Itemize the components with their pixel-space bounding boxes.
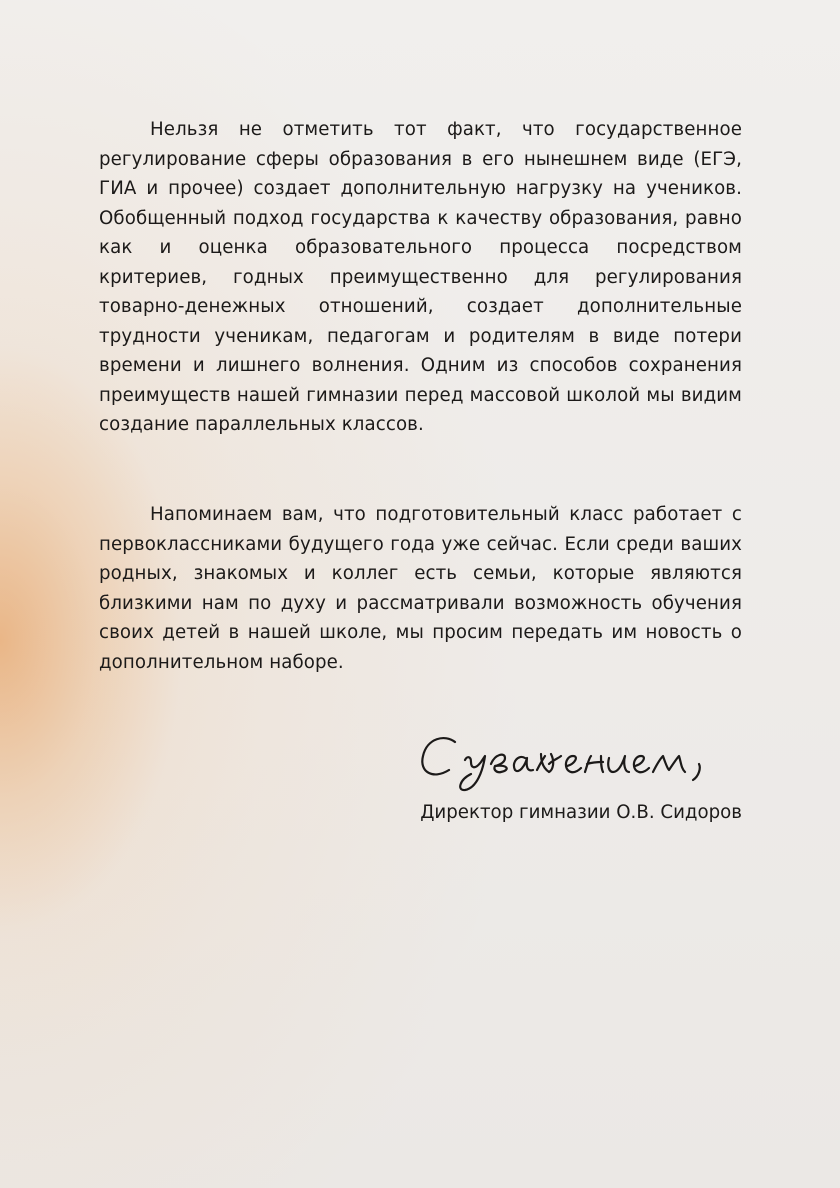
closing-handwritten-signature (415, 726, 755, 796)
letter-paragraph-1: Нельзя не отметить тот факт, что государственное регулирование сферы образования в его нынешнем виде (ЕГЭ, ГИА и прочее) создает дополнительную нагрузку на учеников. Обобщенный подход государства к качеству образования, равно как и оценка образовательного процесса посредством критериев, годных преимущественно для регулирования товарно-денежных отношений, создает дополнительные трудности ученикам, педагогам и родителям в виде потери времени и лишнего волнения. Одним из способов сохранения преимуществ нашей гимназии перед массовой школой мы видим создание параллельных классов. (99, 119, 742, 435)
signature-line: Директор гимназии О.В. Сидоров (420, 802, 742, 823)
letter-paragraph-2: Напоминаем вам, что подготовительный класс работает с первоклассниками будущего года уже сейчас. Если среди ваших родных, знакомых и коллег есть семьи, которые являются близкими нам по духу и рассматривали возможность обучения своих детей в нашей школе, мы просим передать им новость о дополнительном наборе. (99, 504, 742, 673)
